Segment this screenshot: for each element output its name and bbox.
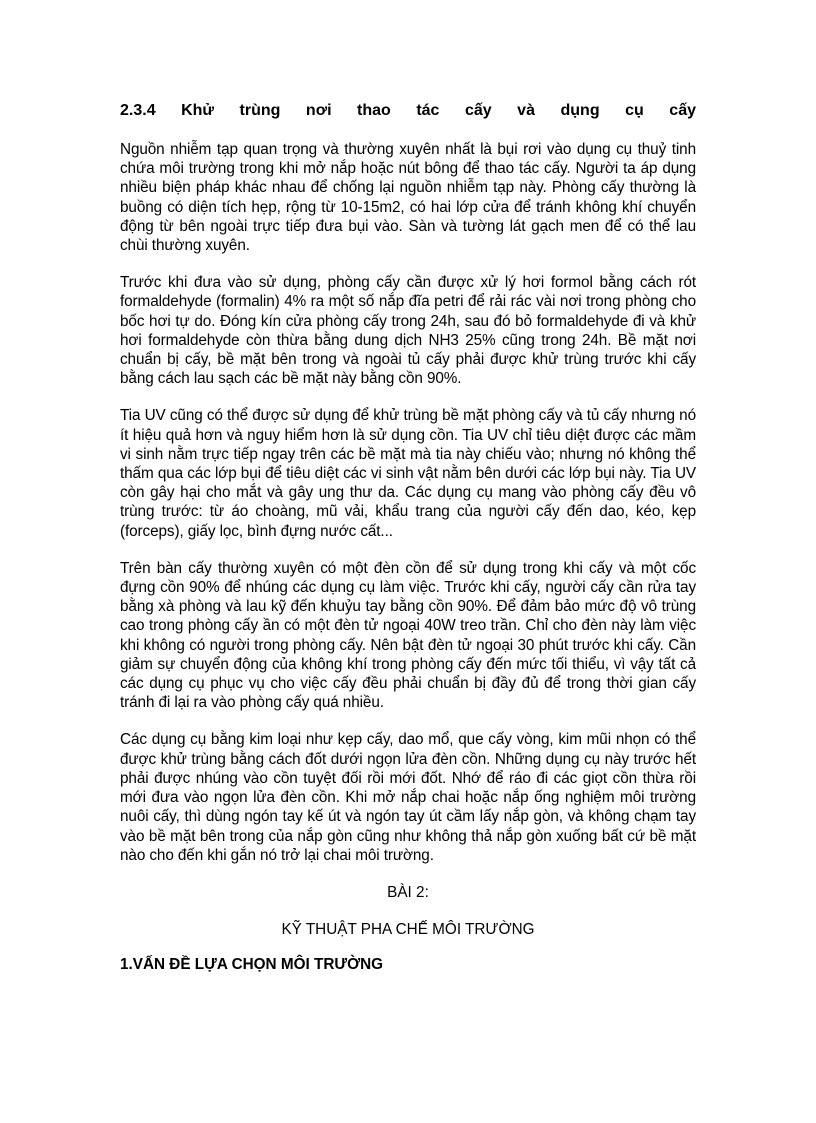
paragraph-3: Tia UV cũng có thể được sử dụng để khử trùng bề mặt phòng cấy và tủ cấy nhưng nó ít hiệu quả hơn và nguy hiểm hơn là sử dụng cồn. Tia UV chỉ tiêu diệt được các mầm vi sinh nằm trực tiếp ngay trên các bề mặt mà tia này chiếu vào; nhưng nó không thể thấm qua các lớp bụi để tiêu diệt các vi sinh vật nằm bên dưới các lớp bụi này. Tia UV còn gây hại cho mắt và gây ung thư da. Các dụng cụ mang vào phòng cấy đều vô trùng trước: từ áo choàng, mũ vải, khẩu trang của người cấy đến dao, kéo, kẹp (forceps), giấy lọc, bình đựng nước cất... xyxy=(120,407,696,540)
lesson-title: KỸ THUẬT PHA CHẾ MÔI TRƯỜNG xyxy=(281,920,535,938)
paragraph-1: Nguồn nhiễm tạp quan trọng và thường xuyên nhất là bụi rơi vào dụng cụ thuỷ tinh chứa môi trường trong khi mở nắp hoặc nút bông để thao tác cấy. Người ta áp dụng nhiều biện pháp khác nhau để chống lại nguồn nhiễm tạp này. Phòng cấy thường là buồng có diện tích hẹp, rộng từ 10-15m2, có hai lớp cửa để tránh không khí chuyển động từ bên ngoài trực tiếp đưa bụi vào. Sàn và tường lát gạch men để có thể lau chùi thường xuyên. xyxy=(120,141,696,255)
document-page xyxy=(120,100,696,975)
paragraph-4: Trên bàn cấy thường xuyên có một đèn cồn để sử dụng trong khi cấy và một cốc đựng cồn 90% để nhúng các dụng cụ làm việc. Trước khi cấy, người cấy cần rửa tay bằng xà phòng và lau kỹ đến khuỷu tay bằng cồn 90%. Để đảm bảo mức độ vô trùng cao trong phòng cấy ần có một đèn tử ngoại 40W treo trần. Chỉ cho đèn này làm việc khi không có người trong phòng cấy. Nên bật đèn tử ngoại 30 phút trước khi cấy. Cần giảm sự chuyển động của không khí trong phòng cấy đến mức tối thiểu, vì vậy tất cả các dụng cụ phục vụ cho việc cấy đều phải chuẩn bị đầy đủ để trong thời gian cấy tránh đi lại ra vào phòng cấy quá nhiều. xyxy=(120,559,696,712)
section-heading: 2.3.4 Khử trùng nơi thao tác cấy và dụng cụ cấy xyxy=(120,102,696,119)
paragraph-2: Trước khi đưa vào sử dụng, phòng cấy cần được xử lý hơi formol bằng cách rót formaldehyde (formalin) 4% ra một số nắp đĩa petri để rải rác vài nơi trong phòng cho bốc hơi tự do. Đóng kín cửa phòng cấy trong 24h, sau đó bỏ formaldehyde đi và khử hơi formaldehyde còn thừa bằng dung dịch NH3 25% cũng trong 24h. Bề mặt nơi chuẩn bị cấy, bề mặt bên trong và ngoài tủ cấy phải được khử trùng trước khi cấy bằng cách lau sạch các bề mặt này bằng cồn 90%. xyxy=(120,274,696,388)
next-section-heading: 1.VẤN ĐỀ LỰA CHỌN MÔI TRƯỜNG xyxy=(120,955,384,973)
paragraph-5: Các dụng cụ bằng kim loại như kẹp cấy, dao mổ, que cấy vòng, kim mũi nhọn có thể được khử trùng bằng cách đốt dưới ngọn lửa đèn cồn. Những dụng cụ này trước hết phải được nhúng vào cồn tuyệt đối rồi mới đốt. Nhớ để ráo đi các giọt cồn thừa rồi mới đưa vào ngọn lửa đèn cồn. Khi mở nắp chai hoặc nắp ống nghiệm môi trường nuôi cấy, thì dùng ngón tay kế út và ngón tay út cầm lấy nắp gòn, và không chạm tay vào bề mặt bên trong của nắp gòn cũng như không thả nắp gòn xuống bất cứ bề mặt nào cho đến khi gắn nó trở lại chai môi trường. xyxy=(120,731,696,864)
lesson-number: BÀI 2: xyxy=(387,883,429,901)
